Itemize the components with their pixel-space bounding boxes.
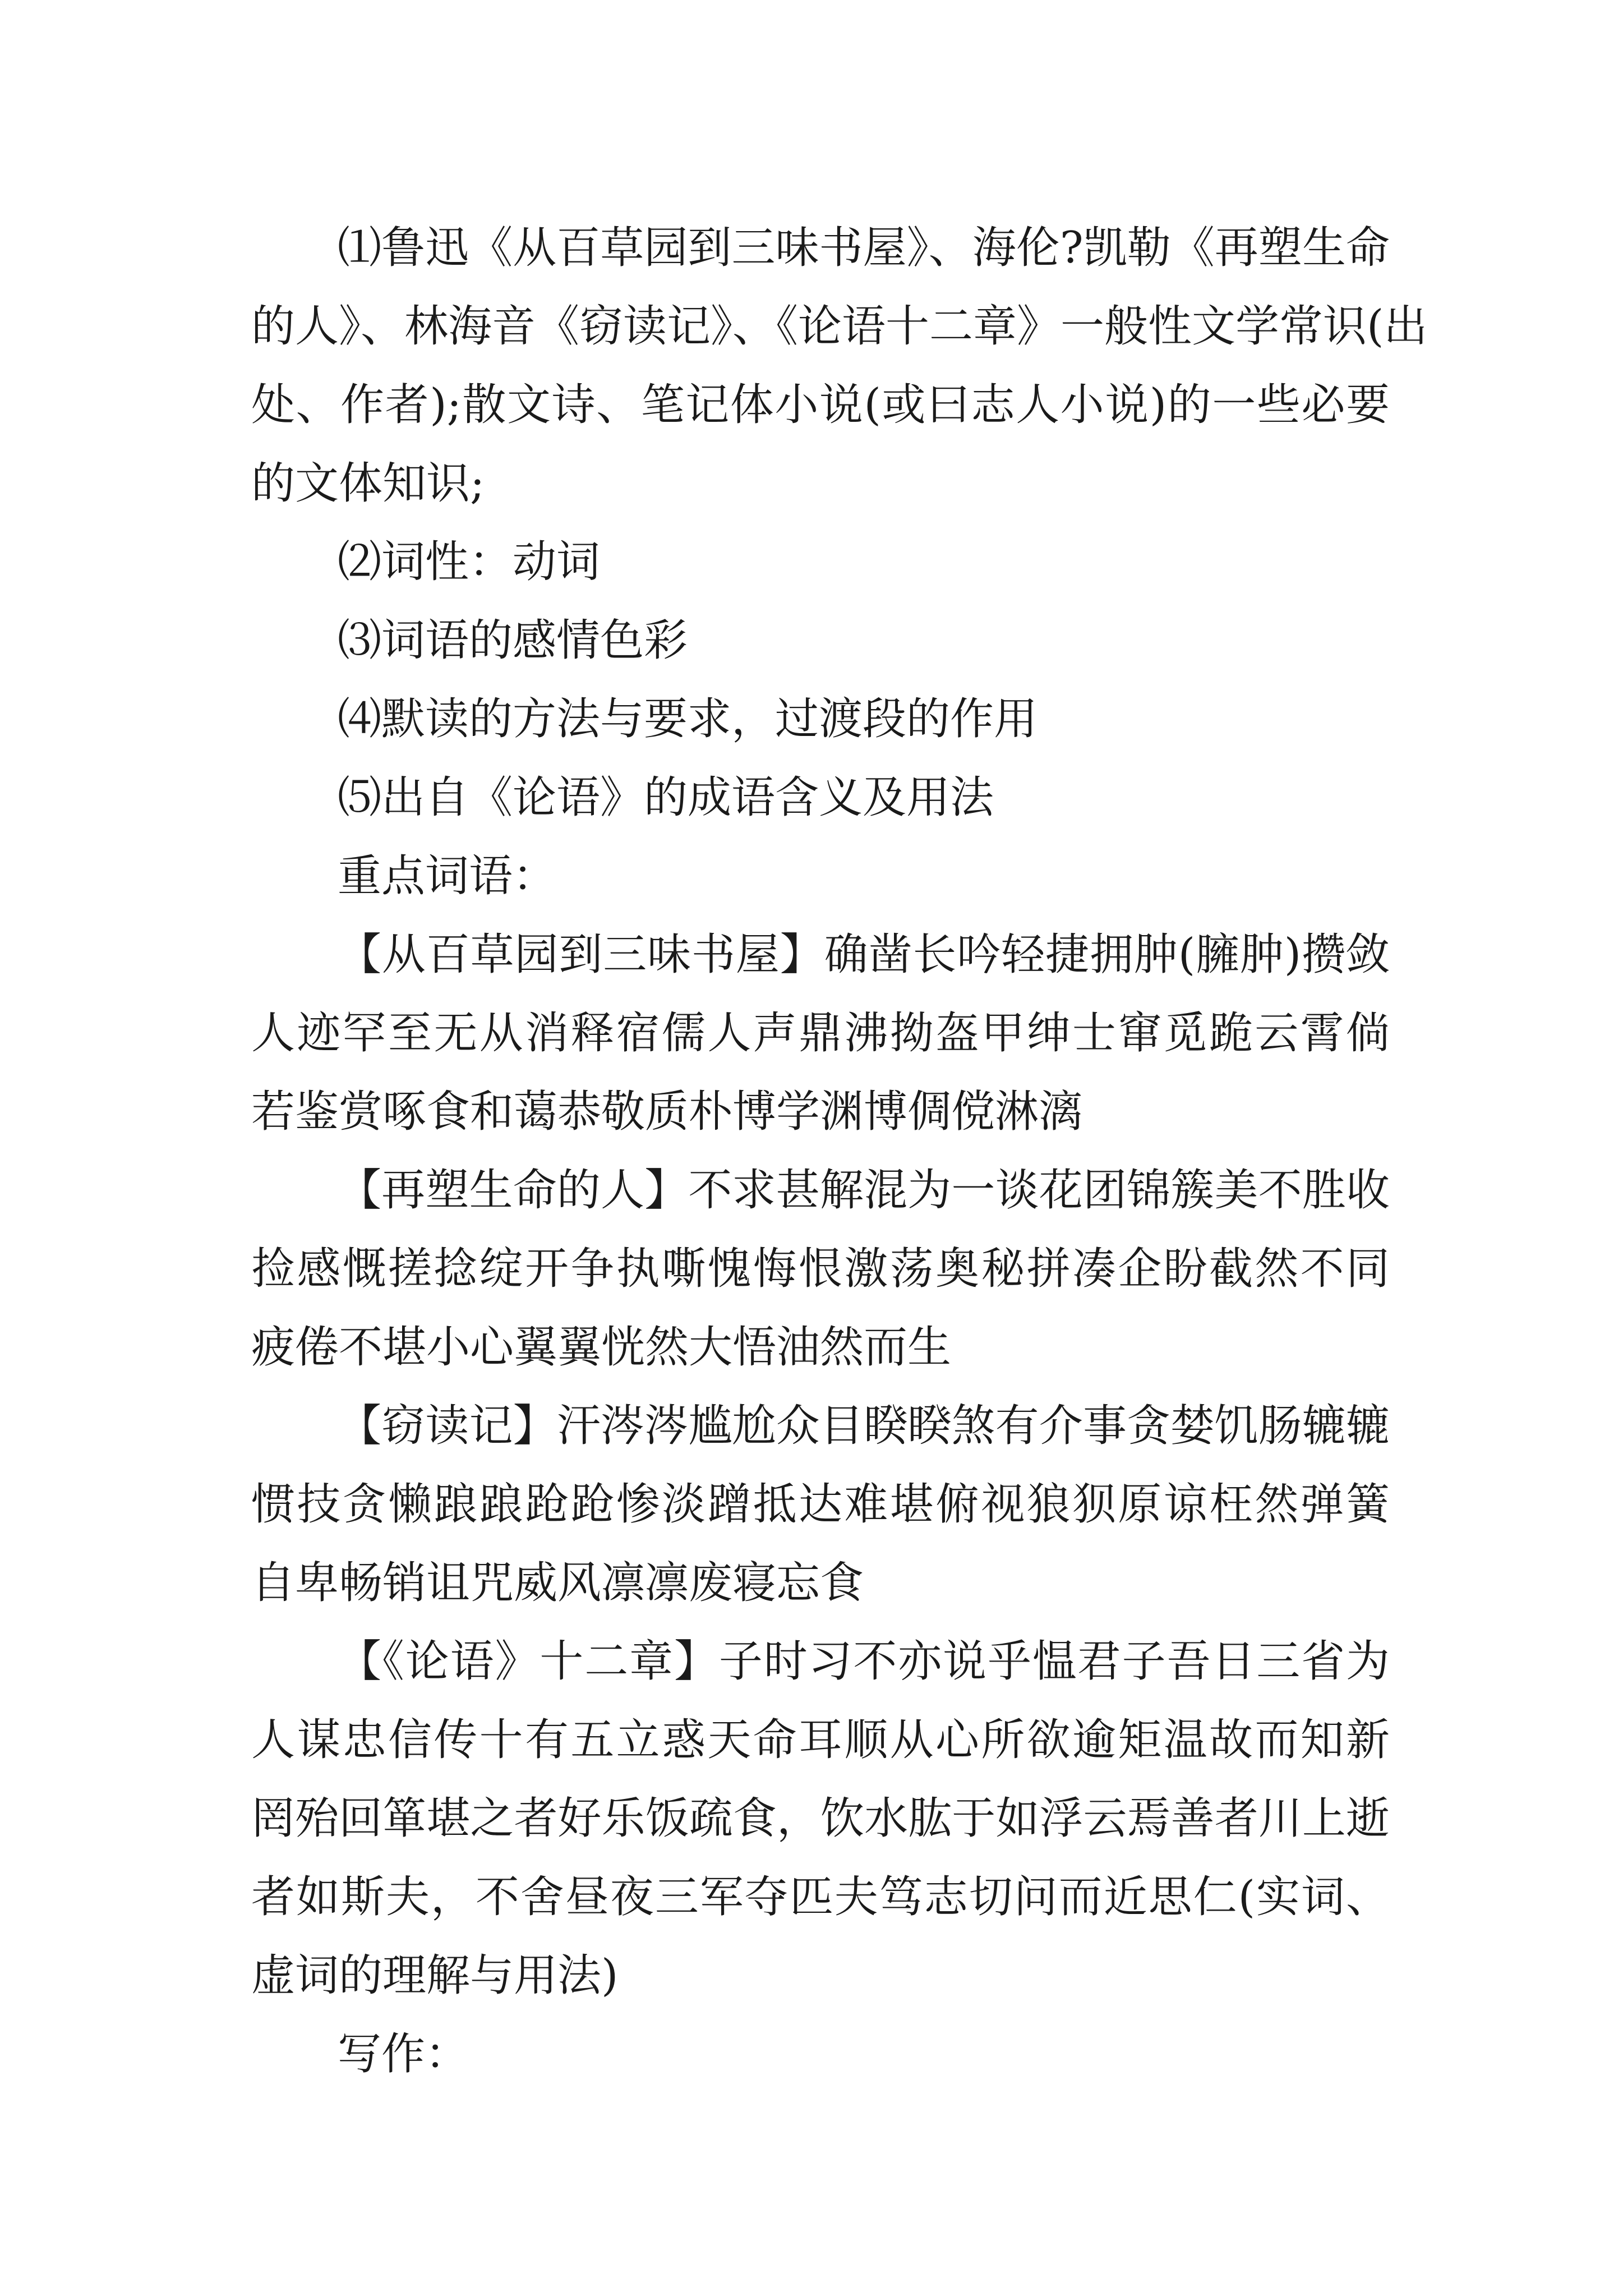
section-heading-writing: 写作： — [338, 2029, 469, 2079]
list-item-part-of-speech: ⑵词性：动词 — [338, 537, 601, 587]
text-line: 【从百草园到三味书屋】确凿长吟轻捷拥肿(臃肿)攒敛 — [338, 930, 1390, 980]
text-line: 【《论语》十二章】子时习不亦说乎愠君子吾日三省为 — [338, 1636, 1390, 1687]
paragraph-vocab-lunyu — [251, 1622, 1390, 2015]
text-line: 惯技贪懒踉踉跄跄惨淡蹭抵达难堪俯视狼狈原谅枉然弹簧 — [251, 1479, 1390, 1530]
list-item-idioms: ⑸出自《论语》的成语含义及用法 — [338, 772, 994, 823]
text-line: 罔殆回箪堪之者好乐饭疏食，饮水肱于如浮云焉善者川上逝 — [251, 1793, 1390, 1844]
text-line: 【窃读记】汗涔涔尴尬众目睽睽煞有介事贪婪饥肠辘辘 — [338, 1401, 1390, 1451]
paragraph-literary-knowledge — [251, 209, 1428, 523]
text-line: 虚词的理解与用法) — [251, 1950, 619, 2001]
text-line: 的人》、林海音《窃读记》、《论语十二章》一般性文学常识(出 — [251, 301, 1428, 352]
text-line: ⑴鲁迅《从百草园到三味书屋》、海伦?凯勒《再塑生命 — [338, 223, 1390, 273]
section-heading-key-words: 重点词语： — [338, 851, 557, 901]
text-line: 【再塑生命的人】不求甚解混为一谈花团锦簇美不胜收 — [338, 1165, 1390, 1216]
text-line: 捡感慨搓捻绽开争执嘶愧悔恨激荡奥秘拼凑企盼截然不同 — [251, 1244, 1390, 1294]
text-line: 处、作者);散文诗、笔记体小说(或曰志人小说)的一些必要 — [251, 380, 1390, 430]
text-line: 人谋忠信传十有五立惑天命耳顺从心所欲逾矩温故而知新 — [251, 1715, 1390, 1765]
text-line: 者如斯夫，不舍昼夜三军夺匹夫笃志切问而近思仁(实词、 — [251, 1872, 1390, 1922]
paragraph-vocab-baicaoyuan — [251, 915, 1390, 1151]
paragraph-vocab-qiedu — [251, 1387, 1390, 1622]
text-line: 人迹罕至无从消释宿儒人声鼎沸拗盔甲绅士窜觅跪云霄倘 — [251, 1008, 1390, 1059]
text-line: 疲倦不堪小心翼翼恍然大悟油然而生 — [251, 1322, 952, 1373]
list-item-emotional-color: ⑶词语的感情色彩 — [338, 615, 688, 666]
text-line: 的文体知识; — [251, 458, 485, 509]
document-body — [251, 209, 1428, 2093]
list-item-silent-reading: ⑷默读的方法与要求，过渡段的作用 — [338, 694, 1038, 744]
text-line: 若鉴赏啄食和蔼恭敬质朴博学渊博倜傥淋漓 — [251, 1087, 1083, 1137]
text-line: 自卑畅销诅咒威风凛凛废寝忘食 — [251, 1558, 864, 1608]
paragraph-vocab-zaisu — [251, 1151, 1390, 1387]
